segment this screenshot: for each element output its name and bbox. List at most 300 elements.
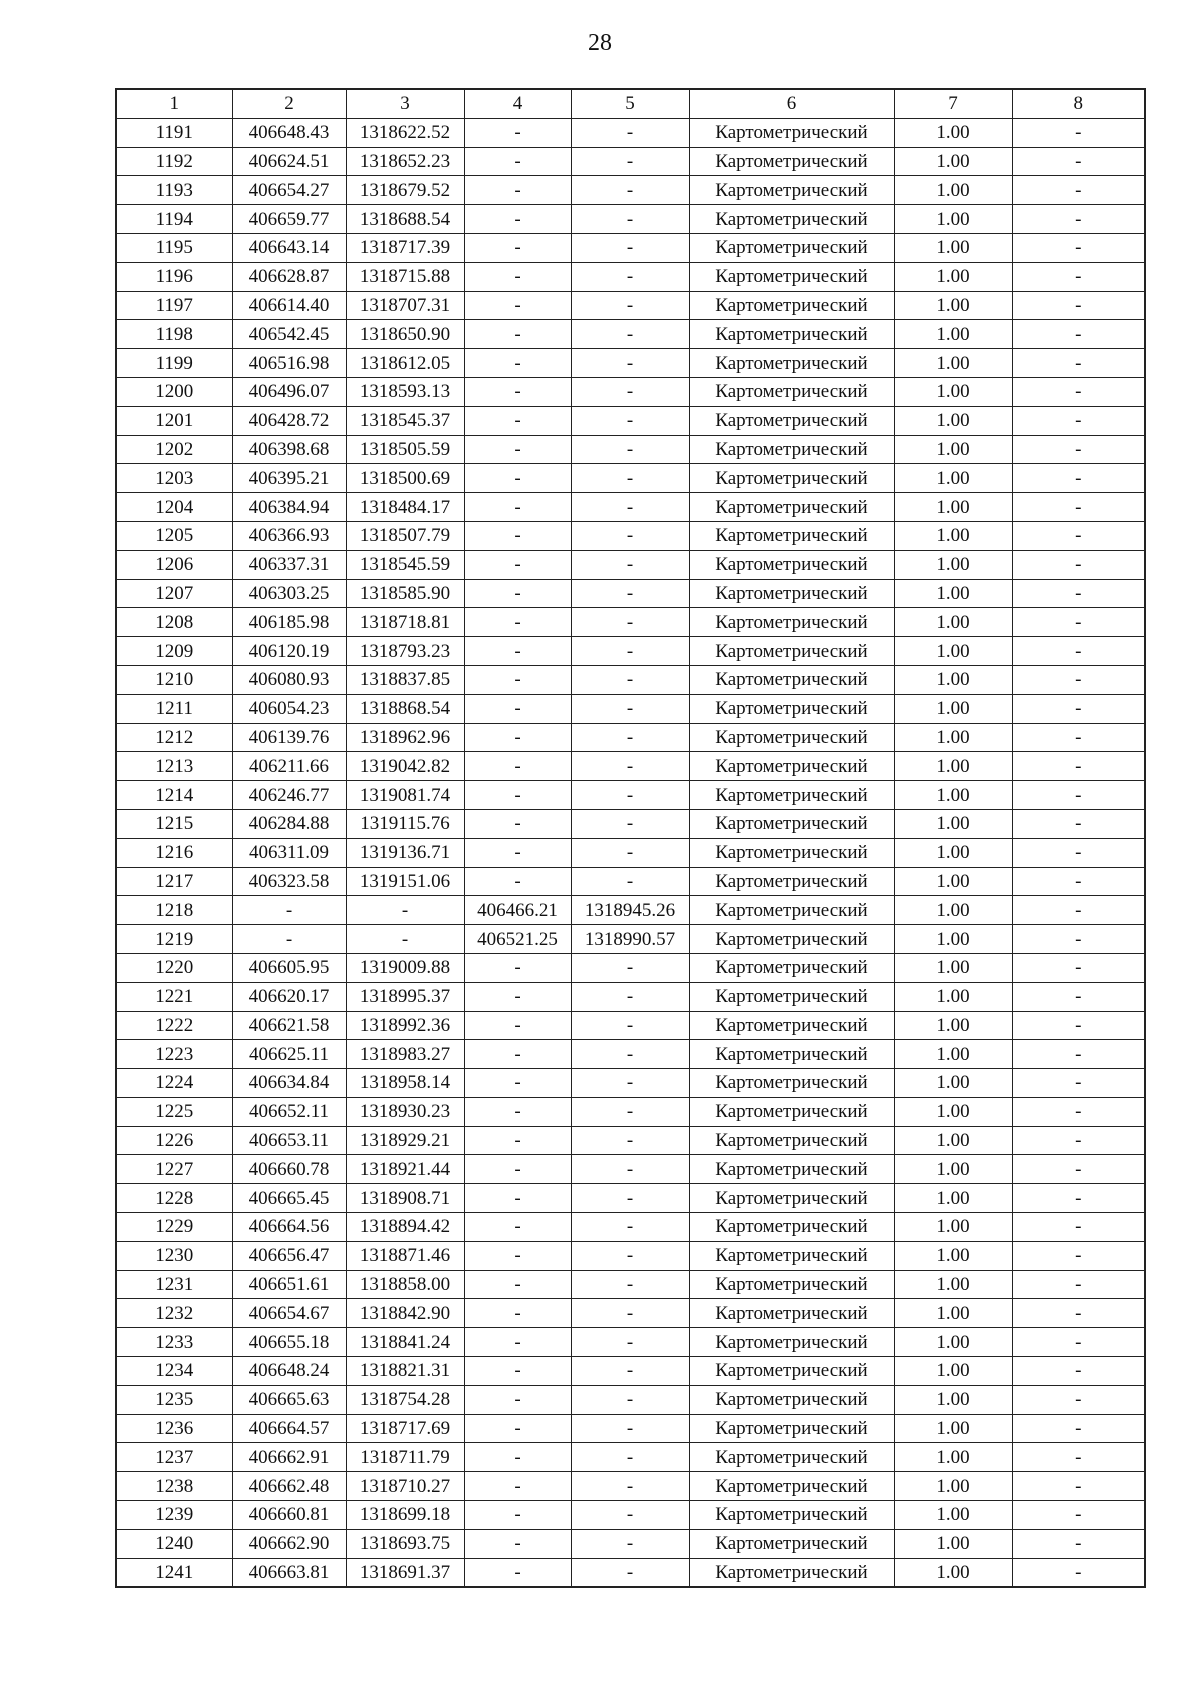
description-cell: - bbox=[1012, 1155, 1145, 1184]
x-coordinate-alt-cell: - bbox=[464, 1472, 571, 1501]
method-cell: Картометрический bbox=[689, 1529, 894, 1558]
accuracy-cell: 1.00 bbox=[894, 1558, 1012, 1587]
x-coordinate-cell: - bbox=[232, 925, 346, 954]
method-cell: Картометрический bbox=[689, 1385, 894, 1414]
point-number-cell: 1201 bbox=[116, 406, 232, 435]
point-number-cell: 1207 bbox=[116, 579, 232, 608]
y-coordinate-alt-cell: - bbox=[571, 233, 689, 262]
accuracy-cell: 1.00 bbox=[894, 838, 1012, 867]
method-cell: Картометрический bbox=[689, 1270, 894, 1299]
y-coordinate-alt-cell: - bbox=[571, 1069, 689, 1098]
accuracy-cell: 1.00 bbox=[894, 118, 1012, 147]
y-coordinate-cell: 1318841.24 bbox=[346, 1328, 464, 1357]
point-number-cell: 1200 bbox=[116, 377, 232, 406]
method-cell: Картометрический bbox=[689, 1241, 894, 1270]
method-cell: Картометрический bbox=[689, 752, 894, 781]
y-coordinate-cell: 1318500.69 bbox=[346, 464, 464, 493]
accuracy-cell: 1.00 bbox=[894, 1414, 1012, 1443]
accuracy-cell: 1.00 bbox=[894, 781, 1012, 810]
point-number-cell: 1216 bbox=[116, 838, 232, 867]
y-coordinate-alt-cell: - bbox=[571, 291, 689, 320]
point-number-cell: 1205 bbox=[116, 521, 232, 550]
accuracy-cell: 1.00 bbox=[894, 377, 1012, 406]
accuracy-cell: 1.00 bbox=[894, 1126, 1012, 1155]
x-coordinate-alt-cell: 406521.25 bbox=[464, 925, 571, 954]
table-row bbox=[116, 1357, 1145, 1386]
column-header: 7 bbox=[894, 89, 1012, 118]
description-cell: - bbox=[1012, 608, 1145, 637]
y-coordinate-alt-cell: - bbox=[571, 1155, 689, 1184]
description-cell: - bbox=[1012, 1241, 1145, 1270]
y-coordinate-alt-cell: - bbox=[571, 1184, 689, 1213]
table-row bbox=[116, 521, 1145, 550]
accuracy-cell: 1.00 bbox=[894, 1155, 1012, 1184]
accuracy-cell: 1.00 bbox=[894, 896, 1012, 925]
method-cell: Картометрический bbox=[689, 1126, 894, 1155]
description-cell: - bbox=[1012, 752, 1145, 781]
table-row bbox=[116, 1270, 1145, 1299]
table-row bbox=[116, 1443, 1145, 1472]
column-header: 5 bbox=[571, 89, 689, 118]
description-cell: - bbox=[1012, 1385, 1145, 1414]
y-coordinate-cell: 1318868.54 bbox=[346, 694, 464, 723]
table-row bbox=[116, 493, 1145, 522]
x-coordinate-cell: 406398.68 bbox=[232, 435, 346, 464]
description-cell: - bbox=[1012, 1097, 1145, 1126]
accuracy-cell: 1.00 bbox=[894, 1299, 1012, 1328]
table-row bbox=[116, 665, 1145, 694]
description-cell: - bbox=[1012, 809, 1145, 838]
method-cell: Картометрический bbox=[689, 1040, 894, 1069]
point-number-cell: 1229 bbox=[116, 1213, 232, 1242]
x-coordinate-cell: 406664.57 bbox=[232, 1414, 346, 1443]
x-coordinate-cell: 406651.61 bbox=[232, 1270, 346, 1299]
x-coordinate-cell: 406366.93 bbox=[232, 521, 346, 550]
description-cell: - bbox=[1012, 118, 1145, 147]
table-row bbox=[116, 1213, 1145, 1242]
y-coordinate-alt-cell: - bbox=[571, 1501, 689, 1530]
method-cell: Картометрический bbox=[689, 435, 894, 464]
accuracy-cell: 1.00 bbox=[894, 550, 1012, 579]
accuracy-cell: 1.00 bbox=[894, 1040, 1012, 1069]
y-coordinate-alt-cell: - bbox=[571, 637, 689, 666]
y-coordinate-alt-cell: - bbox=[571, 752, 689, 781]
accuracy-cell: 1.00 bbox=[894, 1270, 1012, 1299]
x-coordinate-cell: 406284.88 bbox=[232, 809, 346, 838]
y-coordinate-alt-cell: - bbox=[571, 1011, 689, 1040]
point-number-cell: 1238 bbox=[116, 1472, 232, 1501]
accuracy-cell: 1.00 bbox=[894, 1501, 1012, 1530]
x-coordinate-alt-cell: - bbox=[464, 118, 571, 147]
description-cell: - bbox=[1012, 464, 1145, 493]
y-coordinate-cell: 1319009.88 bbox=[346, 953, 464, 982]
x-coordinate-alt-cell: - bbox=[464, 982, 571, 1011]
y-coordinate-alt-cell: - bbox=[571, 147, 689, 176]
description-cell: - bbox=[1012, 982, 1145, 1011]
x-coordinate-cell: 406664.56 bbox=[232, 1213, 346, 1242]
table-row bbox=[116, 320, 1145, 349]
point-number-cell: 1214 bbox=[116, 781, 232, 810]
x-coordinate-cell: 406665.63 bbox=[232, 1385, 346, 1414]
y-coordinate-cell: 1318717.69 bbox=[346, 1414, 464, 1443]
point-number-cell: 1195 bbox=[116, 233, 232, 262]
description-cell: - bbox=[1012, 1472, 1145, 1501]
accuracy-cell: 1.00 bbox=[894, 205, 1012, 234]
description-cell: - bbox=[1012, 723, 1145, 752]
point-number-cell: 1233 bbox=[116, 1328, 232, 1357]
description-cell: - bbox=[1012, 406, 1145, 435]
table-row bbox=[116, 1299, 1145, 1328]
x-coordinate-alt-cell: - bbox=[464, 809, 571, 838]
x-coordinate-alt-cell: - bbox=[464, 1501, 571, 1530]
y-coordinate-cell: 1318679.52 bbox=[346, 176, 464, 205]
table-row bbox=[116, 233, 1145, 262]
x-coordinate-alt-cell: - bbox=[464, 867, 571, 896]
x-coordinate-cell: 406337.31 bbox=[232, 550, 346, 579]
method-cell: Картометрический bbox=[689, 550, 894, 579]
point-number-cell: 1237 bbox=[116, 1443, 232, 1472]
x-coordinate-alt-cell: - bbox=[464, 1126, 571, 1155]
table-row bbox=[116, 781, 1145, 810]
y-coordinate-alt-cell: - bbox=[571, 608, 689, 637]
y-coordinate-alt-cell: - bbox=[571, 1126, 689, 1155]
y-coordinate-alt-cell: - bbox=[571, 953, 689, 982]
y-coordinate-alt-cell: - bbox=[571, 493, 689, 522]
y-coordinate-cell: 1318958.14 bbox=[346, 1069, 464, 1098]
x-coordinate-alt-cell: - bbox=[464, 608, 571, 637]
table-row bbox=[116, 118, 1145, 147]
method-cell: Картометрический bbox=[689, 982, 894, 1011]
accuracy-cell: 1.00 bbox=[894, 147, 1012, 176]
y-coordinate-cell: 1318505.59 bbox=[346, 435, 464, 464]
description-cell: - bbox=[1012, 233, 1145, 262]
table-row bbox=[116, 1328, 1145, 1357]
point-number-cell: 1202 bbox=[116, 435, 232, 464]
method-cell: Картометрический bbox=[689, 925, 894, 954]
column-header: 2 bbox=[232, 89, 346, 118]
x-coordinate-alt-cell: - bbox=[464, 1040, 571, 1069]
point-number-cell: 1240 bbox=[116, 1529, 232, 1558]
y-coordinate-alt-cell: - bbox=[571, 809, 689, 838]
y-coordinate-cell: 1319042.82 bbox=[346, 752, 464, 781]
table-row bbox=[116, 349, 1145, 378]
method-cell: Картометрический bbox=[689, 233, 894, 262]
x-coordinate-alt-cell: - bbox=[464, 1011, 571, 1040]
x-coordinate-cell: 406303.25 bbox=[232, 579, 346, 608]
point-number-cell: 1197 bbox=[116, 291, 232, 320]
description-cell: - bbox=[1012, 896, 1145, 925]
point-number-cell: 1236 bbox=[116, 1414, 232, 1443]
y-coordinate-alt-cell: - bbox=[571, 723, 689, 752]
accuracy-cell: 1.00 bbox=[894, 1385, 1012, 1414]
y-coordinate-cell: 1318992.36 bbox=[346, 1011, 464, 1040]
accuracy-cell: 1.00 bbox=[894, 233, 1012, 262]
x-coordinate-alt-cell: - bbox=[464, 262, 571, 291]
description-cell: - bbox=[1012, 176, 1145, 205]
y-coordinate-alt-cell: - bbox=[571, 1097, 689, 1126]
table-row bbox=[116, 925, 1145, 954]
point-number-cell: 1219 bbox=[116, 925, 232, 954]
y-coordinate-alt-cell: - bbox=[571, 1299, 689, 1328]
accuracy-cell: 1.00 bbox=[894, 1241, 1012, 1270]
x-coordinate-cell: 406656.47 bbox=[232, 1241, 346, 1270]
y-coordinate-cell: 1318585.90 bbox=[346, 579, 464, 608]
accuracy-cell: 1.00 bbox=[894, 464, 1012, 493]
table-row bbox=[116, 723, 1145, 752]
method-cell: Картометрический bbox=[689, 867, 894, 896]
method-cell: Картометрический bbox=[689, 406, 894, 435]
table-row bbox=[116, 982, 1145, 1011]
y-coordinate-cell: 1318929.21 bbox=[346, 1126, 464, 1155]
x-coordinate-alt-cell: - bbox=[464, 723, 571, 752]
y-coordinate-alt-cell: - bbox=[571, 1529, 689, 1558]
x-coordinate-alt-cell: - bbox=[464, 1385, 571, 1414]
point-number-cell: 1192 bbox=[116, 147, 232, 176]
table-row bbox=[116, 953, 1145, 982]
table-row bbox=[116, 1385, 1145, 1414]
description-cell: - bbox=[1012, 1040, 1145, 1069]
table-row bbox=[116, 205, 1145, 234]
description-cell: - bbox=[1012, 781, 1145, 810]
description-cell: - bbox=[1012, 1558, 1145, 1587]
y-coordinate-alt-cell: - bbox=[571, 1270, 689, 1299]
x-coordinate-alt-cell: - bbox=[464, 205, 571, 234]
x-coordinate-alt-cell: - bbox=[464, 464, 571, 493]
x-coordinate-cell: 406654.67 bbox=[232, 1299, 346, 1328]
y-coordinate-cell: 1318652.23 bbox=[346, 147, 464, 176]
accuracy-cell: 1.00 bbox=[894, 925, 1012, 954]
x-coordinate-alt-cell: - bbox=[464, 1529, 571, 1558]
y-coordinate-cell: - bbox=[346, 896, 464, 925]
description-cell: - bbox=[1012, 1529, 1145, 1558]
y-coordinate-cell: 1318718.81 bbox=[346, 608, 464, 637]
accuracy-cell: 1.00 bbox=[894, 608, 1012, 637]
method-cell: Картометрический bbox=[689, 493, 894, 522]
y-coordinate-alt-cell: - bbox=[571, 781, 689, 810]
page-number: 28 bbox=[588, 30, 612, 56]
method-cell: Картометрический bbox=[689, 1069, 894, 1098]
method-cell: Картометрический bbox=[689, 1155, 894, 1184]
x-coordinate-cell: 406542.45 bbox=[232, 320, 346, 349]
y-coordinate-cell: 1318871.46 bbox=[346, 1241, 464, 1270]
table-row bbox=[116, 608, 1145, 637]
method-cell: Картометрический bbox=[689, 723, 894, 752]
description-cell: - bbox=[1012, 579, 1145, 608]
y-coordinate-cell: 1318754.28 bbox=[346, 1385, 464, 1414]
table-row bbox=[116, 838, 1145, 867]
table-row bbox=[116, 896, 1145, 925]
y-coordinate-cell: 1318930.23 bbox=[346, 1097, 464, 1126]
y-coordinate-alt-cell: - bbox=[571, 320, 689, 349]
x-coordinate-cell: 406211.66 bbox=[232, 752, 346, 781]
x-coordinate-cell: 406655.18 bbox=[232, 1328, 346, 1357]
x-coordinate-alt-cell: - bbox=[464, 579, 571, 608]
y-coordinate-alt-cell: - bbox=[571, 1040, 689, 1069]
accuracy-cell: 1.00 bbox=[894, 521, 1012, 550]
method-cell: Картометрический bbox=[689, 579, 894, 608]
point-number-cell: 1234 bbox=[116, 1357, 232, 1386]
x-coordinate-cell: 406665.45 bbox=[232, 1184, 346, 1213]
x-coordinate-alt-cell: - bbox=[464, 1155, 571, 1184]
table-row bbox=[116, 637, 1145, 666]
x-coordinate-alt-cell: - bbox=[464, 637, 571, 666]
point-number-cell: 1215 bbox=[116, 809, 232, 838]
x-coordinate-alt-cell: - bbox=[464, 1213, 571, 1242]
point-number-cell: 1217 bbox=[116, 867, 232, 896]
point-number-cell: 1232 bbox=[116, 1299, 232, 1328]
x-coordinate-cell: 406662.90 bbox=[232, 1529, 346, 1558]
x-coordinate-alt-cell: - bbox=[464, 1241, 571, 1270]
accuracy-cell: 1.00 bbox=[894, 694, 1012, 723]
x-coordinate-cell: 406625.11 bbox=[232, 1040, 346, 1069]
accuracy-cell: 1.00 bbox=[894, 1184, 1012, 1213]
point-number-cell: 1218 bbox=[116, 896, 232, 925]
x-coordinate-alt-cell: - bbox=[464, 1069, 571, 1098]
point-number-cell: 1203 bbox=[116, 464, 232, 493]
accuracy-cell: 1.00 bbox=[894, 1069, 1012, 1098]
x-coordinate-alt-cell: - bbox=[464, 1270, 571, 1299]
x-coordinate-cell: 406628.87 bbox=[232, 262, 346, 291]
accuracy-cell: 1.00 bbox=[894, 349, 1012, 378]
accuracy-cell: 1.00 bbox=[894, 953, 1012, 982]
description-cell: - bbox=[1012, 867, 1145, 896]
x-coordinate-cell: 406620.17 bbox=[232, 982, 346, 1011]
accuracy-cell: 1.00 bbox=[894, 1011, 1012, 1040]
y-coordinate-alt-cell: - bbox=[571, 838, 689, 867]
point-number-cell: 1227 bbox=[116, 1155, 232, 1184]
x-coordinate-alt-cell: - bbox=[464, 838, 571, 867]
description-cell: - bbox=[1012, 320, 1145, 349]
coordinates-table bbox=[115, 88, 1146, 1588]
table-row bbox=[116, 176, 1145, 205]
x-coordinate-cell: 406660.78 bbox=[232, 1155, 346, 1184]
x-coordinate-alt-cell: - bbox=[464, 349, 571, 378]
description-cell: - bbox=[1012, 1357, 1145, 1386]
y-coordinate-cell: 1318707.31 bbox=[346, 291, 464, 320]
accuracy-cell: 1.00 bbox=[894, 291, 1012, 320]
point-number-cell: 1191 bbox=[116, 118, 232, 147]
description-cell: - bbox=[1012, 1069, 1145, 1098]
x-coordinate-alt-cell: - bbox=[464, 377, 571, 406]
x-coordinate-cell: 406384.94 bbox=[232, 493, 346, 522]
accuracy-cell: 1.00 bbox=[894, 579, 1012, 608]
x-coordinate-cell: 406652.11 bbox=[232, 1097, 346, 1126]
method-cell: Картометрический bbox=[689, 694, 894, 723]
y-coordinate-alt-cell: 1318990.57 bbox=[571, 925, 689, 954]
y-coordinate-alt-cell: - bbox=[571, 1385, 689, 1414]
table-header-row bbox=[116, 89, 1145, 118]
table-row bbox=[116, 1097, 1145, 1126]
method-cell: Картометрический bbox=[689, 349, 894, 378]
method-cell: Картометрический bbox=[689, 838, 894, 867]
y-coordinate-alt-cell: - bbox=[571, 1357, 689, 1386]
method-cell: Картометрический bbox=[689, 262, 894, 291]
point-number-cell: 1223 bbox=[116, 1040, 232, 1069]
y-coordinate-cell: 1318793.23 bbox=[346, 637, 464, 666]
x-coordinate-cell: 406054.23 bbox=[232, 694, 346, 723]
y-coordinate-alt-cell: - bbox=[571, 550, 689, 579]
x-coordinate-cell: 406080.93 bbox=[232, 665, 346, 694]
x-coordinate-cell: 406662.48 bbox=[232, 1472, 346, 1501]
y-coordinate-alt-cell: - bbox=[571, 1213, 689, 1242]
description-cell: - bbox=[1012, 291, 1145, 320]
x-coordinate-cell: 406643.14 bbox=[232, 233, 346, 262]
y-coordinate-cell: 1318821.31 bbox=[346, 1357, 464, 1386]
point-number-cell: 1194 bbox=[116, 205, 232, 234]
point-number-cell: 1239 bbox=[116, 1501, 232, 1530]
x-coordinate-cell: - bbox=[232, 896, 346, 925]
y-coordinate-cell: 1318688.54 bbox=[346, 205, 464, 234]
accuracy-cell: 1.00 bbox=[894, 637, 1012, 666]
description-cell: - bbox=[1012, 550, 1145, 579]
y-coordinate-alt-cell: - bbox=[571, 262, 689, 291]
table-row bbox=[116, 752, 1145, 781]
y-coordinate-cell: 1318693.75 bbox=[346, 1529, 464, 1558]
method-cell: Картометрический bbox=[689, 1011, 894, 1040]
description-cell: - bbox=[1012, 637, 1145, 666]
description-cell: - bbox=[1012, 147, 1145, 176]
y-coordinate-cell: 1318711.79 bbox=[346, 1443, 464, 1472]
point-number-cell: 1199 bbox=[116, 349, 232, 378]
point-number-cell: 1231 bbox=[116, 1270, 232, 1299]
method-cell: Картометрический bbox=[689, 320, 894, 349]
table-row bbox=[116, 1126, 1145, 1155]
y-coordinate-cell: 1318995.37 bbox=[346, 982, 464, 1011]
y-coordinate-cell: 1319081.74 bbox=[346, 781, 464, 810]
point-number-cell: 1228 bbox=[116, 1184, 232, 1213]
y-coordinate-alt-cell: - bbox=[571, 464, 689, 493]
y-coordinate-alt-cell: - bbox=[571, 867, 689, 896]
table-row bbox=[116, 694, 1145, 723]
y-coordinate-alt-cell: - bbox=[571, 521, 689, 550]
method-cell: Картометрический bbox=[689, 1213, 894, 1242]
method-cell: Картометрический bbox=[689, 1414, 894, 1443]
accuracy-cell: 1.00 bbox=[894, 1328, 1012, 1357]
point-number-cell: 1226 bbox=[116, 1126, 232, 1155]
column-header: 3 bbox=[346, 89, 464, 118]
method-cell: Картометрический bbox=[689, 118, 894, 147]
description-cell: - bbox=[1012, 1213, 1145, 1242]
table-row bbox=[116, 377, 1145, 406]
accuracy-cell: 1.00 bbox=[894, 723, 1012, 752]
y-coordinate-cell: 1318507.79 bbox=[346, 521, 464, 550]
x-coordinate-alt-cell: - bbox=[464, 176, 571, 205]
table-body bbox=[116, 118, 1145, 1587]
x-coordinate-cell: 406614.40 bbox=[232, 291, 346, 320]
y-coordinate-cell: 1318699.18 bbox=[346, 1501, 464, 1530]
point-number-cell: 1225 bbox=[116, 1097, 232, 1126]
x-coordinate-cell: 406624.51 bbox=[232, 147, 346, 176]
point-number-cell: 1210 bbox=[116, 665, 232, 694]
table-row bbox=[116, 435, 1145, 464]
description-cell: - bbox=[1012, 262, 1145, 291]
table-row bbox=[116, 867, 1145, 896]
point-number-cell: 1235 bbox=[116, 1385, 232, 1414]
accuracy-cell: 1.00 bbox=[894, 665, 1012, 694]
accuracy-cell: 1.00 bbox=[894, 176, 1012, 205]
x-coordinate-alt-cell: - bbox=[464, 1558, 571, 1587]
method-cell: Картометрический bbox=[689, 291, 894, 320]
x-coordinate-alt-cell: - bbox=[464, 1443, 571, 1472]
x-coordinate-cell: 406634.84 bbox=[232, 1069, 346, 1098]
description-cell: - bbox=[1012, 838, 1145, 867]
point-number-cell: 1208 bbox=[116, 608, 232, 637]
x-coordinate-cell: 406663.81 bbox=[232, 1558, 346, 1587]
method-cell: Картометрический bbox=[689, 1357, 894, 1386]
method-cell: Картометрический bbox=[689, 1472, 894, 1501]
method-cell: Картометрический bbox=[689, 1299, 894, 1328]
point-number-cell: 1222 bbox=[116, 1011, 232, 1040]
